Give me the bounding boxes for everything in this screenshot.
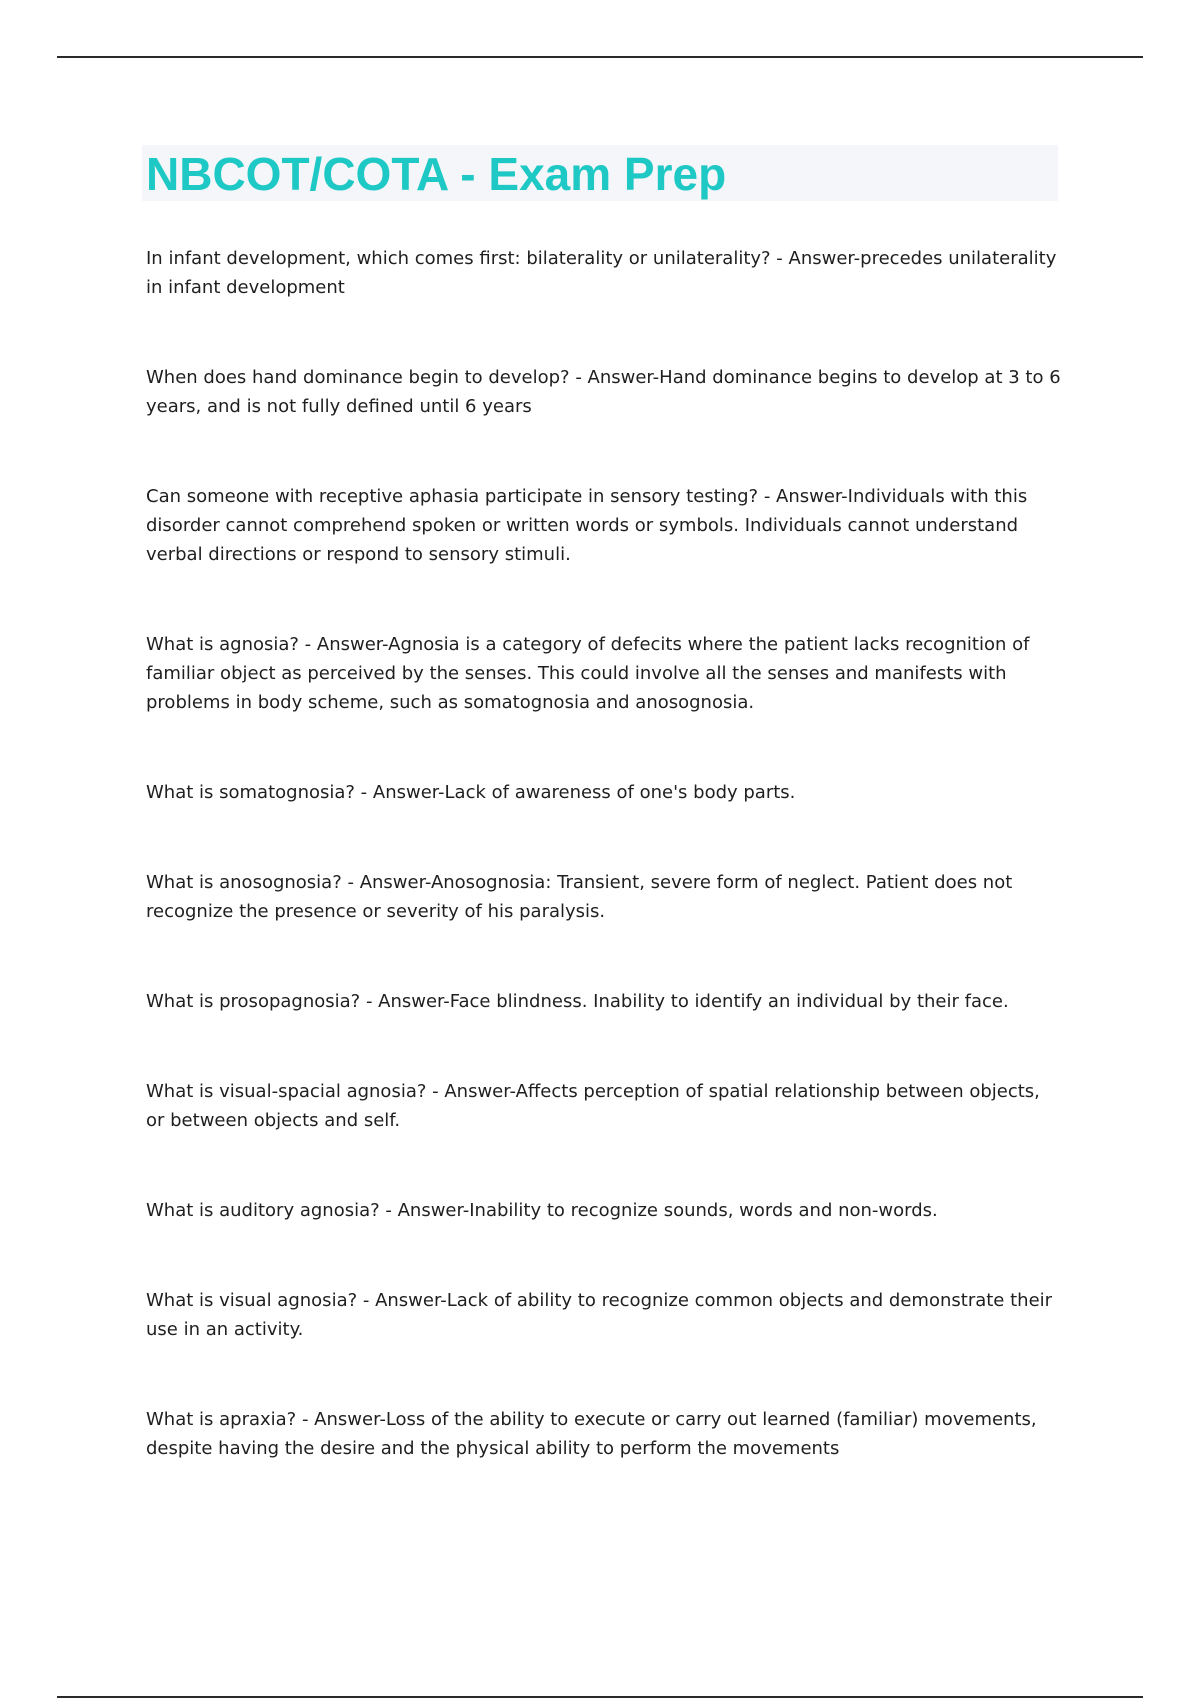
top-rule [57,56,1143,58]
qa-item: What is somatognosia? - Answer-Lack of awareness of one's body parts. [146,782,796,803]
qa-item: What is agnosia? - Answer-Agnosia is a category of defecits where the patient lacks recognition of familiar object as perceived by the senses. This could involve all the senses and manifests with problems in body scheme, such as somatognosia and anosognosia. [146,634,1030,713]
qa-list [146,244,1061,1463]
qa-item: In infant development, which comes first: bilaterality or unilaterality? - Answer-precedes unilaterality in infant development [146,248,1057,298]
qa-item: What is visual agnosia? - Answer-Lack of ability to recognize common objects and demonstrate their use in an activity. [146,1290,1053,1340]
qa-item: What is prosopagnosia? - Answer-Face blindness. Inability to identify an individual by their face. [146,991,1009,1012]
qa-item: When does hand dominance begin to develop? - Answer-Hand dominance begins to develop at 3 to 6 years, and is not fully defined until 6 years [146,367,1061,417]
bottom-rule [57,1696,1143,1698]
qa-item: Can someone with receptive aphasia participate in sensory testing? - Answer-Individuals with this disorder cannot comprehend spoken or written words or symbols. Individuals cannot understand verbal directions or respond to sensory stimuli. [146,486,1028,565]
document-title: NBCOT/COTA - Exam Prep [146,148,727,200]
qa-item: What is auditory agnosia? - Answer-Inability to recognize sounds, words and non-words. [146,1200,938,1221]
qa-item: What is visual-spacial agnosia? - Answer-Affects perception of spatial relationship between objects, or between objects and self. [146,1081,1040,1131]
qa-item: What is apraxia? - Answer-Loss of the ability to execute or carry out learned (familiar) movements, despite having the desire and the physical ability to perform the movements [146,1409,1037,1459]
qa-item: What is anosognosia? - Answer-Anosognosia: Transient, severe form of neglect. Patient does not recognize the presence or severity of his paralysis. [146,872,1013,922]
